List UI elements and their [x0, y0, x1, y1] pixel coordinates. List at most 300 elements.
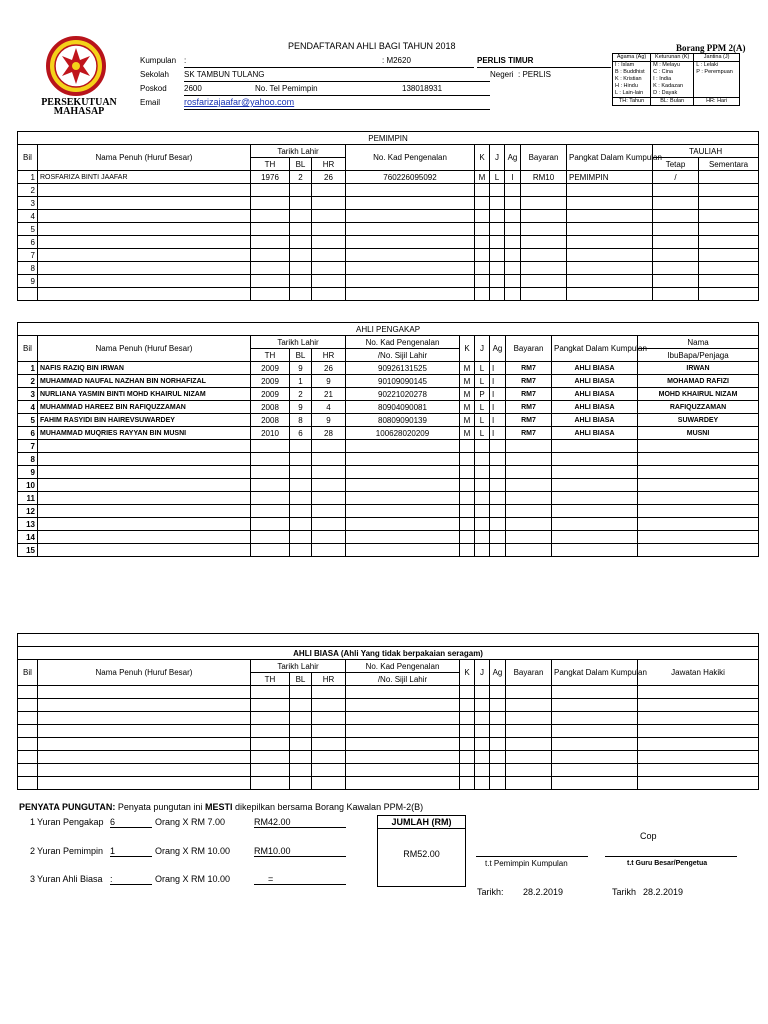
cell-j [490, 236, 505, 249]
cell-bayaran: RM7 [506, 414, 552, 427]
table-cell [290, 725, 312, 738]
cell-pangkat [552, 440, 638, 453]
cell-bl [290, 184, 312, 197]
table-cell [346, 725, 460, 738]
cell-j: L [490, 171, 505, 184]
cell-hr [312, 453, 346, 466]
cell-j [490, 262, 505, 275]
cell-nama [38, 544, 251, 557]
cell-nama: MUHAMMAD HAREEZ BIN RAFIQUZZAMAN [38, 401, 251, 414]
table-cell [251, 712, 290, 725]
cell-nama [38, 262, 251, 275]
cell-bl: 2 [290, 171, 312, 184]
cell-sementara [699, 236, 759, 249]
table-row [18, 440, 759, 453]
cell-nama [38, 453, 251, 466]
cell-th [251, 197, 290, 210]
cell-ag [505, 275, 521, 288]
cell-ag [505, 288, 521, 301]
cell-ag [490, 440, 506, 453]
table-cell [38, 751, 251, 764]
cell-bil: 9 [18, 466, 38, 479]
col-ag: Ag [505, 145, 521, 171]
statement-title: PENYATA PUNGUTAN: [19, 802, 116, 812]
table-cell [490, 738, 506, 751]
table-cell [490, 751, 506, 764]
cell-ic [346, 288, 475, 301]
table-row [18, 725, 759, 738]
cell-bil: 9 [18, 275, 38, 288]
table-cell [38, 764, 251, 777]
cell-j [490, 223, 505, 236]
cell-nama: MUHAMMAD MUQRIES RAYYAN BIN MUSNI [38, 427, 251, 440]
cell-th: 2008 [251, 414, 290, 427]
cell-ic [346, 531, 460, 544]
sekolah-underline [184, 81, 490, 82]
cell-ic [346, 518, 460, 531]
fee-line-1-no: 1 [30, 817, 36, 827]
cell-th [251, 531, 290, 544]
cell-th: 2009 [251, 375, 290, 388]
table-cell [18, 699, 38, 712]
table-cell [18, 725, 38, 738]
table-cell [490, 699, 506, 712]
col-sementara: Sementara [699, 158, 759, 171]
cell-ic [346, 275, 475, 288]
org-name-line1: PERSEKUTUAN [41, 97, 117, 108]
table-cell [460, 777, 475, 790]
cell-k [475, 288, 490, 301]
cell-ag [490, 466, 506, 479]
cell-k [475, 223, 490, 236]
cell-bl: 8 [290, 414, 312, 427]
cell-th [251, 505, 290, 518]
col-jawatan: Jawatan Hakiki [638, 660, 759, 686]
cell-pangkat: AHLI BIASA [552, 388, 638, 401]
cell-bil: 5 [18, 414, 38, 427]
cell-parent [638, 531, 759, 544]
table-cell [312, 751, 346, 764]
cell-bl [290, 479, 312, 492]
cell-k: M [475, 171, 490, 184]
cell-bil: 12 [18, 505, 38, 518]
jumlah-box [377, 815, 466, 887]
cell-bl [290, 531, 312, 544]
pemimpin-table [17, 131, 759, 301]
cell-j [475, 531, 490, 544]
legend-footer-th: TH: Tahun [613, 98, 651, 106]
cell-bl [290, 275, 312, 288]
cell-nama: NURLIANA YASMIN BINTI MOHD KHAIRUL NIZAM [38, 388, 251, 401]
email-label: Email [140, 98, 161, 107]
sign-right-line [605, 856, 737, 857]
cell-bil [18, 288, 38, 301]
table-cell [638, 725, 759, 738]
statement-text-c: dikepilkan bersama Borang Kawalan PPM-2(B) [234, 802, 424, 812]
table-cell [38, 777, 251, 790]
cell-k [475, 184, 490, 197]
negeri-label: Negeri [490, 70, 514, 79]
col-j: J [490, 145, 505, 171]
codes-legend [612, 53, 740, 106]
cell-ag [505, 262, 521, 275]
cell-ag [490, 453, 506, 466]
cell-bil: 1 [18, 362, 38, 375]
cell-nama [38, 518, 251, 531]
negeri-value: : PERLIS [518, 70, 551, 79]
sign-left-line [476, 856, 588, 857]
date-right-label: Tarikh [612, 887, 637, 897]
cell-th: 2009 [251, 388, 290, 401]
fee-line-2-rate: Orang X RM 10.00 [155, 846, 231, 856]
cell-nama [38, 236, 251, 249]
cell-pangkat [567, 288, 653, 301]
table-cell [475, 725, 490, 738]
legend-cell [694, 90, 739, 98]
table-row [18, 401, 759, 414]
table-cell [638, 699, 759, 712]
cell-th [251, 453, 290, 466]
sign-left-label: t.t Pemimpin Kumpulan [485, 859, 568, 868]
legend-cell: M : Melayu [651, 62, 694, 70]
cell-bl [290, 466, 312, 479]
col-nama: Nama Penuh (Huruf Besar) [38, 336, 251, 362]
col-parent-sub: IbuBapa/Penjaga [638, 349, 759, 362]
cell-nama [38, 531, 251, 544]
cell-bil: 8 [18, 453, 38, 466]
date-left-label: Tarikh: [477, 887, 504, 897]
table-cell [638, 738, 759, 751]
cell-bayaran [506, 531, 552, 544]
cell-bayaran [506, 492, 552, 505]
col-ic: No. Kad Pengenalan [346, 145, 475, 171]
table-cell [490, 777, 506, 790]
cell-j [475, 479, 490, 492]
statement-text-mesti: MESTI [204, 802, 233, 812]
table-cell [475, 686, 490, 699]
cell-th [251, 262, 290, 275]
cell-ic [346, 184, 475, 197]
cell-ag [490, 492, 506, 505]
sekolah-label: Sekolah [140, 70, 169, 79]
cell-j: L [475, 362, 490, 375]
cell-th [251, 275, 290, 288]
table-cell [638, 764, 759, 777]
cell-j [490, 288, 505, 301]
form-code: Borang PPM 2(A) [676, 43, 746, 53]
fee-line-1-label: Yuran Pengakap [37, 817, 104, 827]
cell-bl [290, 197, 312, 210]
cell-pangkat: AHLI BIASA [552, 362, 638, 375]
table-cell [552, 738, 638, 751]
poskod-underline [184, 95, 490, 96]
cell-ic: 760226095092 [346, 171, 475, 184]
cell-parent: IRWAN [638, 362, 759, 375]
cell-ic: 90926131525 [346, 362, 460, 375]
col-bayaran: Bayaran [521, 145, 567, 171]
cell-ag: I [490, 427, 506, 440]
table-row [18, 375, 759, 388]
cell-bayaran [521, 223, 567, 236]
table-row [18, 288, 759, 301]
table-cell [251, 738, 290, 751]
cell-tetap [653, 184, 699, 197]
cell-ic [346, 466, 460, 479]
cell-nama: MUHAMMAD NAUFAL NAZHAN BIN NORHAFIZAL [38, 375, 251, 388]
cell-parent [638, 518, 759, 531]
cell-hr [312, 440, 346, 453]
cell-pangkat [567, 262, 653, 275]
cell-bil: 8 [18, 262, 38, 275]
cell-bayaran: RM7 [506, 388, 552, 401]
table-cell [552, 777, 638, 790]
jumlah-value: RM52.00 [403, 849, 440, 859]
cell-tetap [653, 288, 699, 301]
cell-bil: 2 [18, 375, 38, 388]
cell-sementara [699, 223, 759, 236]
legend-cell [694, 76, 739, 83]
table-cell [506, 725, 552, 738]
table-row [18, 184, 759, 197]
cell-th [251, 184, 290, 197]
cell-bil: 4 [18, 401, 38, 414]
cell-ic [346, 505, 460, 518]
legend-cell: L : Lain-lain [613, 90, 651, 98]
col-tauliah: TAULIAH [653, 145, 759, 158]
cell-hr [312, 544, 346, 557]
table-row [18, 764, 759, 777]
cell-parent: MOHD KHAIRUL NIZAM [638, 388, 759, 401]
cell-bl: 2 [290, 388, 312, 401]
table-cell [506, 699, 552, 712]
table-cell [290, 738, 312, 751]
cell-bl [290, 492, 312, 505]
cell-hr [312, 223, 346, 236]
cell-bl [290, 210, 312, 223]
cell-bil: 13 [18, 518, 38, 531]
email-link[interactable]: rosfarizajaafar@yahoo.com [184, 97, 295, 107]
cell-th [251, 466, 290, 479]
cell-pangkat [552, 505, 638, 518]
table-cell [18, 751, 38, 764]
cell-bl: 9 [290, 362, 312, 375]
table-cell [460, 712, 475, 725]
legend-header-agama: Agama (Ag) [613, 54, 651, 62]
cell-j [475, 453, 490, 466]
table-cell [251, 699, 290, 712]
org-name-line2: MAHASAP [53, 106, 105, 117]
cell-hr [312, 518, 346, 531]
cell-pangkat [552, 492, 638, 505]
table-cell [475, 751, 490, 764]
cell-j: L [475, 401, 490, 414]
cell-bil: 7 [18, 440, 38, 453]
cell-ag: I [490, 362, 506, 375]
cell-th: 2010 [251, 427, 290, 440]
cell-th [251, 236, 290, 249]
table-cell [312, 738, 346, 751]
col-th: TH [251, 673, 290, 686]
cell-j [475, 505, 490, 518]
legend-cell [694, 83, 739, 90]
cell-nama [38, 275, 251, 288]
table-cell [490, 712, 506, 725]
col-j: J [475, 336, 490, 362]
cell-nama [38, 492, 251, 505]
cell-ag: I [490, 388, 506, 401]
cell-bl [290, 518, 312, 531]
district-underline [477, 67, 611, 68]
sekolah-value: SK TAMBUN TULANG [184, 70, 265, 79]
table-cell [475, 738, 490, 751]
table-cell [290, 764, 312, 777]
cell-pangkat [552, 518, 638, 531]
cell-sementara [699, 210, 759, 223]
col-bl: BL [290, 158, 312, 171]
legend-header-keturunan: Keturunan (K) [651, 54, 694, 62]
cell-hr: 4 [312, 401, 346, 414]
tel-value: 138018931 [402, 84, 443, 93]
cell-nama [38, 466, 251, 479]
table-cell [290, 751, 312, 764]
kumpulan-label: Kumpulan [140, 56, 177, 65]
table-cell [251, 751, 290, 764]
cell-k [475, 262, 490, 275]
cell-pangkat: PEMIMPIN [567, 171, 653, 184]
cell-ag [490, 505, 506, 518]
cell-bayaran [506, 544, 552, 557]
cell-bl [290, 249, 312, 262]
table-cell [460, 686, 475, 699]
col-pangkat: Pangkat Dalam Kumpulan [567, 145, 653, 171]
cell-bayaran [521, 197, 567, 210]
cell-k [460, 440, 475, 453]
cell-parent: MOHAMAD RAFIZI [638, 375, 759, 388]
cell-bil: 3 [18, 388, 38, 401]
cell-bayaran [521, 262, 567, 275]
cell-tetap [653, 197, 699, 210]
table-cell [290, 699, 312, 712]
biasa-top-row [18, 634, 759, 647]
cell-th: 2008 [251, 401, 290, 414]
cell-bayaran [521, 236, 567, 249]
cell-tetap [653, 275, 699, 288]
kumpulan-underline [184, 67, 474, 68]
col-bayaran: Bayaran [506, 660, 552, 686]
table-row [18, 518, 759, 531]
cell-k [460, 479, 475, 492]
cell-pangkat [567, 184, 653, 197]
fee-line-2-label: Yuran Pemimpin [37, 846, 104, 856]
table-cell [475, 777, 490, 790]
cell-j [475, 492, 490, 505]
cell-hr [312, 275, 346, 288]
cell-th [251, 210, 290, 223]
email-underline [184, 109, 490, 110]
col-ic-sijil: /No. Sijil Lahir [346, 349, 460, 362]
legend-cell: K : Kristian [613, 76, 651, 83]
table-cell [312, 699, 346, 712]
table-row [18, 249, 759, 262]
cell-j [475, 518, 490, 531]
col-bayaran: Bayaran [506, 336, 552, 362]
cell-ic [346, 210, 475, 223]
cell-k [460, 544, 475, 557]
col-parent: Nama [638, 336, 759, 349]
fee-line-1-count: 6 [110, 817, 152, 828]
cell-k [475, 197, 490, 210]
table-cell [312, 725, 346, 738]
cell-pangkat [567, 275, 653, 288]
table-cell [251, 764, 290, 777]
cell-ic: 80809090139 [346, 414, 460, 427]
statement-text-a: Penyata pungutan ini [117, 802, 203, 812]
cell-pangkat: AHLI BIASA [552, 375, 638, 388]
cell-parent [638, 453, 759, 466]
legend-cell: I : India [651, 76, 694, 83]
cell-sementara [699, 197, 759, 210]
table-row [18, 777, 759, 790]
table-row [18, 479, 759, 492]
table-cell [506, 738, 552, 751]
table-cell [552, 725, 638, 738]
legend-cell: H : Hindu [613, 83, 651, 90]
cell-bayaran [506, 479, 552, 492]
table-cell [312, 777, 346, 790]
cell-bl [290, 453, 312, 466]
cell-ag [490, 479, 506, 492]
table-row [18, 453, 759, 466]
fee-line-3-rate: Orang X RM 10.00 [155, 874, 231, 884]
cell-th [251, 518, 290, 531]
table-cell [346, 764, 460, 777]
cell-ag [505, 236, 521, 249]
table-cell [346, 686, 460, 699]
cell-bil: 7 [18, 249, 38, 262]
cell-th: 1976 [251, 171, 290, 184]
cell-pangkat: AHLI BIASA [552, 401, 638, 414]
cell-ic [346, 492, 460, 505]
table-cell [490, 686, 506, 699]
table-row [18, 197, 759, 210]
pemimpin-section-title: PEMIMPIN [18, 132, 759, 145]
cell-hr [312, 531, 346, 544]
cell-hr: 9 [312, 375, 346, 388]
table-row [18, 531, 759, 544]
table-row [18, 275, 759, 288]
table-cell [290, 686, 312, 699]
cell-bil: 11 [18, 492, 38, 505]
col-hr: HR [312, 158, 346, 171]
cell-tetap: / [653, 171, 699, 184]
table-row [18, 236, 759, 249]
biasa-section-title: AHLI BIASA (Ahli Yang tidak berpakaian seragam) [18, 647, 759, 660]
col-hr: HR [312, 673, 346, 686]
table-cell [506, 712, 552, 725]
table-cell [346, 751, 460, 764]
cell-bayaran [521, 288, 567, 301]
table-cell [552, 686, 638, 699]
table-cell [506, 686, 552, 699]
col-tarikh-lahir: Tarikh Lahir [251, 336, 346, 349]
cell-hr: 26 [312, 362, 346, 375]
sign-right-label: t.t Guru Besar/Pengetua [627, 860, 708, 867]
cell-hr [312, 492, 346, 505]
cell-nama [38, 197, 251, 210]
cell-parent: SUWARDEY [638, 414, 759, 427]
cell-j [475, 440, 490, 453]
cell-hr [312, 466, 346, 479]
